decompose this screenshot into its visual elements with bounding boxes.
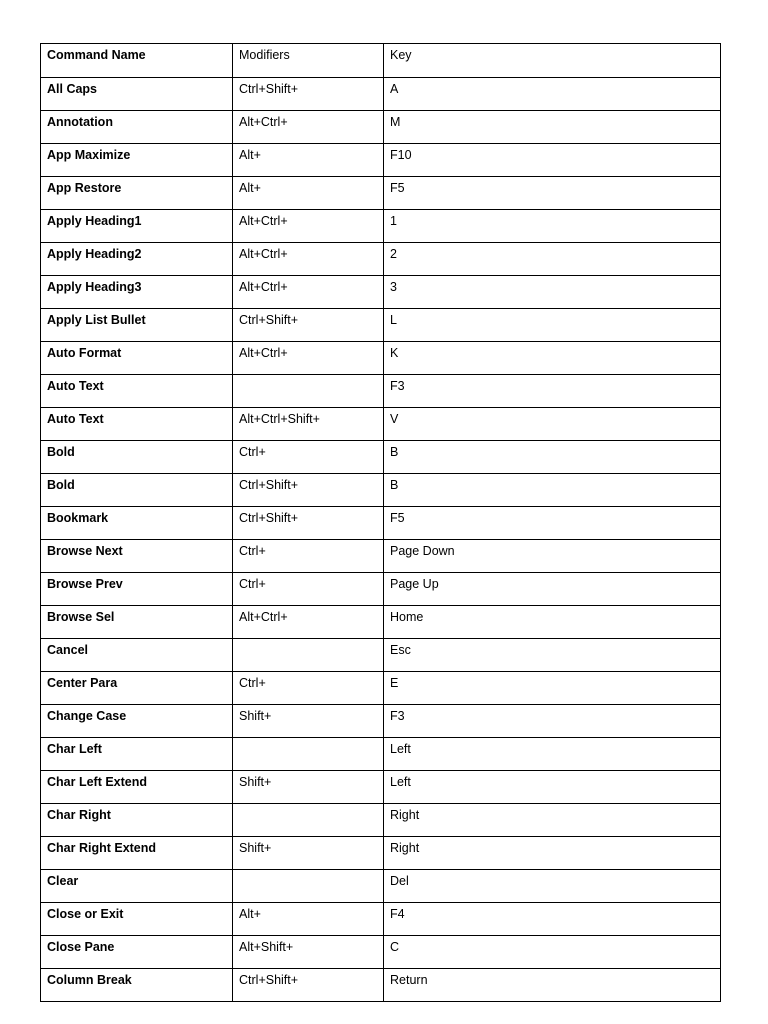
key-cell: V (384, 408, 721, 441)
modifiers-cell: Alt+Ctrl+Shift+ (233, 408, 384, 441)
modifiers-cell: Ctrl+Shift+ (233, 507, 384, 540)
header-modifiers: Modifiers (233, 44, 384, 78)
table-row (41, 507, 721, 540)
command-name-cell: Auto Text (41, 408, 233, 441)
modifiers-cell: Ctrl+Shift+ (233, 969, 384, 1002)
table-row (41, 903, 721, 936)
modifiers-cell: Alt+ (233, 177, 384, 210)
command-name-cell: Cancel (41, 639, 233, 672)
modifiers-cell (233, 870, 384, 903)
command-name-cell: Bold (41, 441, 233, 474)
key-cell: B (384, 441, 721, 474)
command-name-cell: Char Right Extend (41, 837, 233, 870)
modifiers-cell (233, 738, 384, 771)
modifiers-cell: Alt+Ctrl+ (233, 111, 384, 144)
modifiers-cell: Ctrl+ (233, 540, 384, 573)
table-row (41, 771, 721, 804)
modifiers-cell: Shift+ (233, 837, 384, 870)
table-row (41, 936, 721, 969)
document-page (40, 43, 721, 1002)
modifiers-cell: Ctrl+ (233, 573, 384, 606)
command-name-cell: Bookmark (41, 507, 233, 540)
command-name-cell: Browse Next (41, 540, 233, 573)
table-row (41, 606, 721, 639)
table-row (41, 804, 721, 837)
key-cell: K (384, 342, 721, 375)
table-row (41, 474, 721, 507)
key-cell: F4 (384, 903, 721, 936)
command-name-cell: Clear (41, 870, 233, 903)
command-name-cell: Auto Format (41, 342, 233, 375)
header-command-name: Command Name (41, 44, 233, 78)
table-row (41, 309, 721, 342)
key-cell: F3 (384, 705, 721, 738)
table-row (41, 276, 721, 309)
modifiers-cell (233, 804, 384, 837)
key-cell: Page Up (384, 573, 721, 606)
table-row (41, 870, 721, 903)
command-name-cell: Char Left Extend (41, 771, 233, 804)
key-cell: A (384, 78, 721, 111)
table-row (41, 639, 721, 672)
key-cell: Right (384, 837, 721, 870)
key-cell: Left (384, 738, 721, 771)
table-row (41, 342, 721, 375)
shortcut-table (40, 43, 721, 1002)
key-cell: Esc (384, 639, 721, 672)
modifiers-cell: Alt+Shift+ (233, 936, 384, 969)
command-name-cell: Change Case (41, 705, 233, 738)
command-name-cell: Auto Text (41, 375, 233, 408)
modifiers-cell: Alt+ (233, 903, 384, 936)
table-row (41, 837, 721, 870)
key-cell: F5 (384, 177, 721, 210)
command-name-cell: Apply Heading1 (41, 210, 233, 243)
key-cell: F5 (384, 507, 721, 540)
key-cell: Del (384, 870, 721, 903)
modifiers-cell: Alt+Ctrl+ (233, 276, 384, 309)
key-cell: 2 (384, 243, 721, 276)
header-row (41, 44, 721, 78)
table-row (41, 177, 721, 210)
modifiers-cell: Shift+ (233, 705, 384, 738)
command-name-cell: Bold (41, 474, 233, 507)
table-row (41, 540, 721, 573)
header-key: Key (384, 44, 721, 78)
table-row (41, 78, 721, 111)
modifiers-cell: Shift+ (233, 771, 384, 804)
command-name-cell: Char Left (41, 738, 233, 771)
modifiers-cell (233, 639, 384, 672)
key-cell: Left (384, 771, 721, 804)
modifiers-cell: Alt+ (233, 144, 384, 177)
table-row (41, 738, 721, 771)
modifiers-cell: Alt+Ctrl+ (233, 210, 384, 243)
table-row (41, 969, 721, 1002)
key-cell: L (384, 309, 721, 342)
command-name-cell: App Restore (41, 177, 233, 210)
command-name-cell: Char Right (41, 804, 233, 837)
table-body (41, 78, 721, 1002)
command-name-cell: Annotation (41, 111, 233, 144)
table-header (41, 44, 721, 78)
table-row (41, 573, 721, 606)
key-cell: M (384, 111, 721, 144)
table-row (41, 243, 721, 276)
modifiers-cell (233, 375, 384, 408)
key-cell: 1 (384, 210, 721, 243)
table-row (41, 705, 721, 738)
key-cell: C (384, 936, 721, 969)
command-name-cell: All Caps (41, 78, 233, 111)
table-row (41, 210, 721, 243)
modifiers-cell: Ctrl+Shift+ (233, 474, 384, 507)
key-cell: F10 (384, 144, 721, 177)
modifiers-cell: Ctrl+Shift+ (233, 78, 384, 111)
modifiers-cell: Alt+Ctrl+ (233, 606, 384, 639)
key-cell: 3 (384, 276, 721, 309)
table-row (41, 672, 721, 705)
key-cell: E (384, 672, 721, 705)
key-cell: Return (384, 969, 721, 1002)
modifiers-cell: Ctrl+Shift+ (233, 309, 384, 342)
key-cell: F3 (384, 375, 721, 408)
command-name-cell: Apply Heading2 (41, 243, 233, 276)
table-row (41, 111, 721, 144)
command-name-cell: Center Para (41, 672, 233, 705)
modifiers-cell: Ctrl+ (233, 672, 384, 705)
table-row (41, 441, 721, 474)
command-name-cell: Apply Heading3 (41, 276, 233, 309)
command-name-cell: Close Pane (41, 936, 233, 969)
modifiers-cell: Alt+Ctrl+ (233, 243, 384, 276)
key-cell: Home (384, 606, 721, 639)
modifiers-cell: Alt+Ctrl+ (233, 342, 384, 375)
command-name-cell: Browse Prev (41, 573, 233, 606)
modifiers-cell: Ctrl+ (233, 441, 384, 474)
command-name-cell: Column Break (41, 969, 233, 1002)
command-name-cell: Apply List Bullet (41, 309, 233, 342)
table-row (41, 144, 721, 177)
key-cell: Page Down (384, 540, 721, 573)
key-cell: Right (384, 804, 721, 837)
table-row (41, 408, 721, 441)
command-name-cell: Close or Exit (41, 903, 233, 936)
command-name-cell: Browse Sel (41, 606, 233, 639)
table-row (41, 375, 721, 408)
key-cell: B (384, 474, 721, 507)
command-name-cell: App Maximize (41, 144, 233, 177)
